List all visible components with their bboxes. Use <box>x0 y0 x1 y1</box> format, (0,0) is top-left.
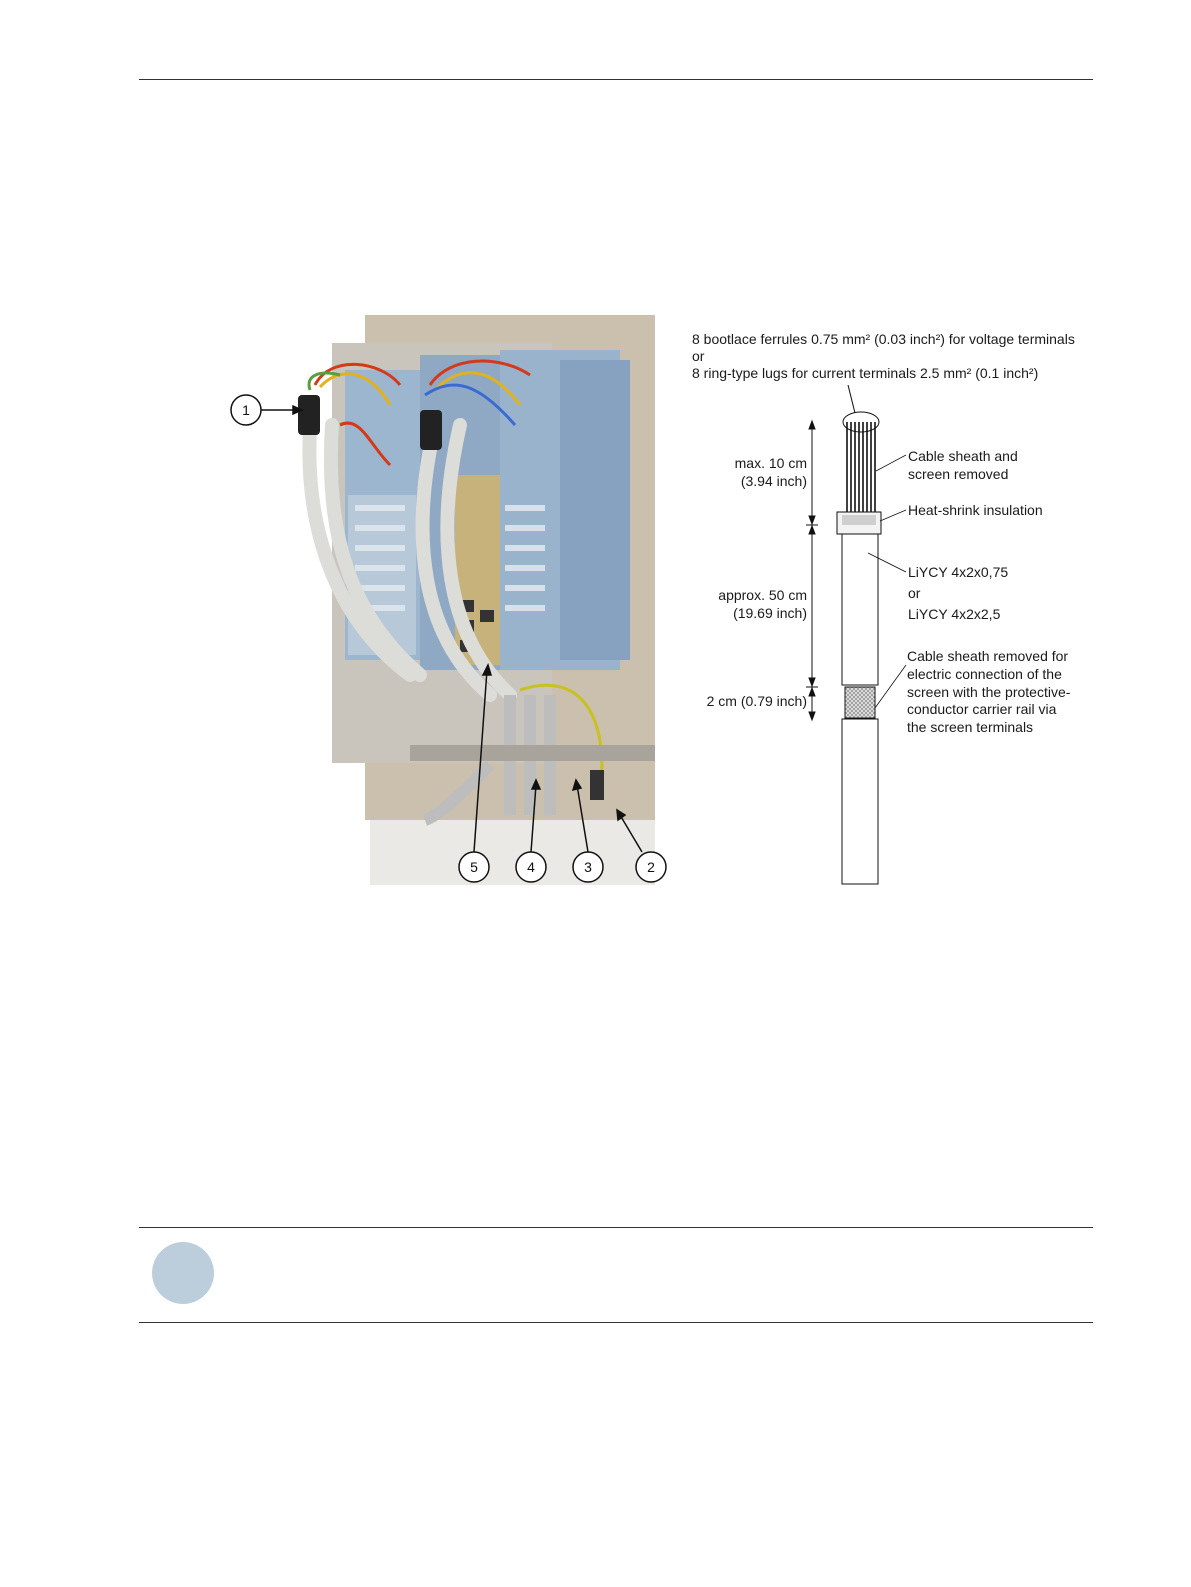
svg-text:1: 1 <box>242 402 250 418</box>
label-screen-4: conductor carrier rail via <box>907 701 1057 717</box>
info-circle-icon <box>152 1242 214 1304</box>
installation-photo <box>220 315 670 890</box>
label-screen-2: electric connection of the <box>907 666 1062 682</box>
label-screen-1: Cable sheath removed for <box>907 648 1069 664</box>
callout-4 <box>516 852 546 882</box>
label-screen-5: the screen terminals <box>907 719 1034 735</box>
svg-text:3: 3 <box>584 859 592 875</box>
label-cable-type-1: LiYCY 4x2x0,75 <box>908 564 1009 580</box>
carrier-rail <box>410 745 655 761</box>
callout-1 <box>231 395 261 425</box>
svg-text:2: 2 <box>647 859 655 875</box>
conductors <box>847 422 875 512</box>
note-top-rule <box>139 1227 1093 1228</box>
exposed-screen <box>845 687 875 718</box>
callout-2 <box>636 852 666 882</box>
cable-sheath-upper <box>842 534 878 685</box>
header-rule <box>139 79 1093 80</box>
label-cable-type-2: LiYCY 4x2x2,5 <box>908 606 1001 622</box>
ferrules-note-line2: or <box>692 348 705 364</box>
svg-text:4: 4 <box>527 859 535 875</box>
label-heat-shrink: Heat-shrink insulation <box>908 502 1043 518</box>
label-sheath-removed-1: Cable sheath and <box>908 448 1018 464</box>
dim-max-10cm-inch: (3.94 inch) <box>740 473 807 489</box>
label-cable-type-or: or <box>908 585 921 601</box>
ferrules-note-line1: 8 bootlace ferrules 0.75 mm² (0.03 inch²) for voltage terminals <box>692 331 1075 347</box>
wire-ends-ellipse <box>843 412 879 432</box>
ferrules-note-line3: 8 ring-type lugs for current terminals 2.5 mm² (0.1 inch²) <box>692 365 1039 381</box>
label-screen-3: screen with the protective- <box>907 684 1071 700</box>
callout-5 <box>459 852 489 882</box>
svg-text:5: 5 <box>470 859 478 875</box>
note-bottom-rule <box>139 1322 1093 1323</box>
dim-approx-50cm: approx. 50 cm <box>718 587 807 603</box>
callout-3 <box>573 852 603 882</box>
dim-2cm: 2 cm (0.79 inch) <box>706 693 807 709</box>
dim-max-10cm: max. 10 cm <box>734 455 807 471</box>
cable-preparation-drawing <box>690 325 1100 890</box>
cable-sheath-lower <box>842 719 878 884</box>
dim-approx-50cm-inch: (19.69 inch) <box>733 605 807 621</box>
label-sheath-removed-2: screen removed <box>908 466 1009 482</box>
